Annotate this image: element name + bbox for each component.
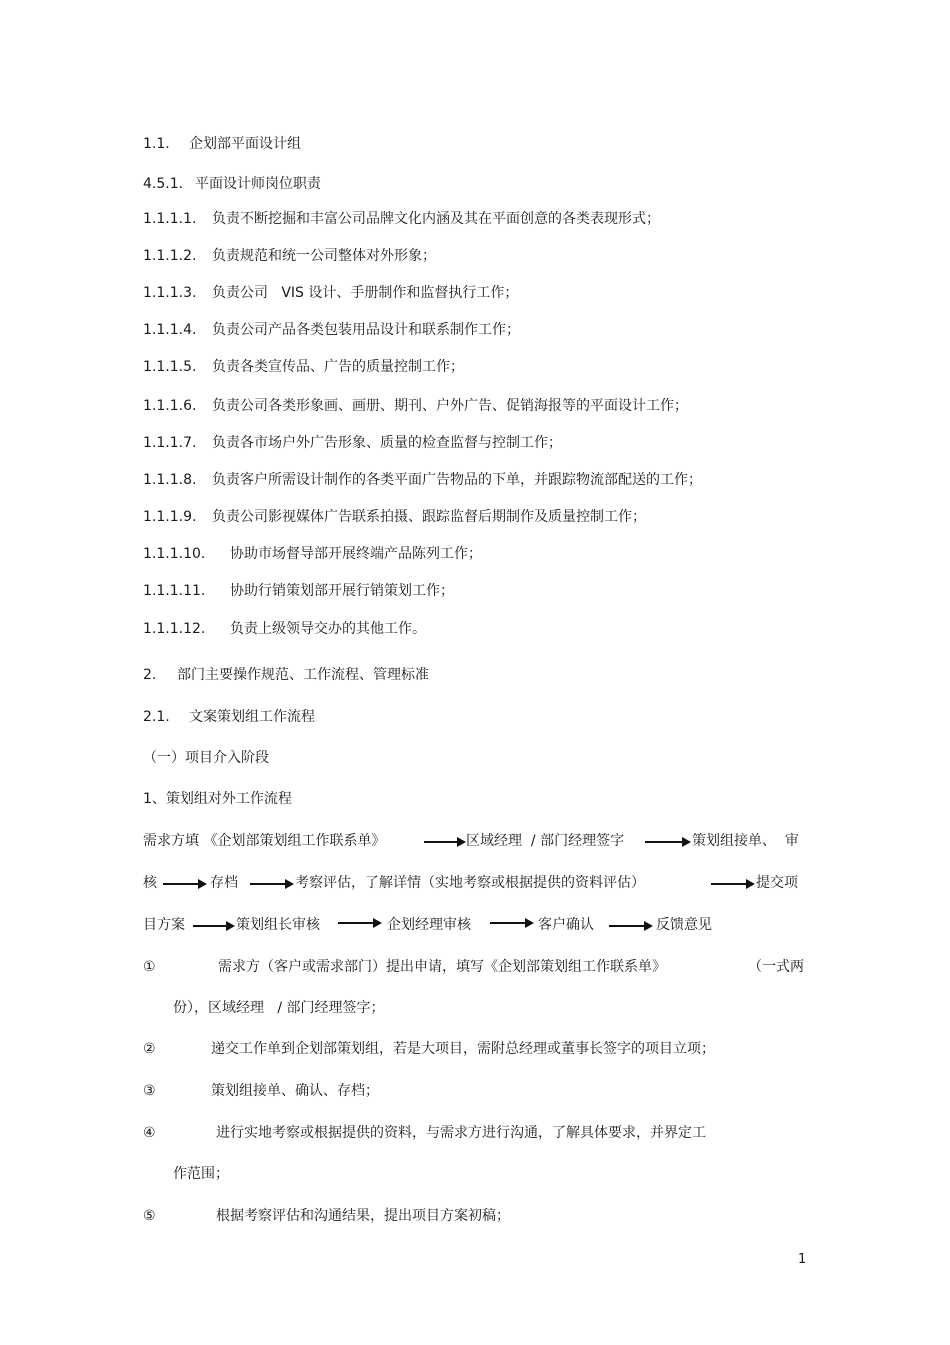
step-marker: ③ [143, 1083, 156, 1099]
duty-item: 1.1.1.12. 负责上级领导交办的其他工作。 [143, 621, 426, 637]
duty-item: 1.1.1.7. 负责各市场户外广告形象、质量的检查监督与控制工作； [143, 435, 562, 451]
duty-item: 1.1.1.1. 负责不断挖掘和丰富公司品牌文化内涵及其在平面创意的各类表现形式； [143, 211, 660, 227]
flow-step-investigate: 考察评估，了解详情（实地考察或根据提供的资料评估） [295, 875, 645, 891]
duty-item: 1.1.1.6. 负责公司各类形象画、画册、期刊、户外广告、促销海报等的平面设计工作； [143, 398, 688, 414]
subheading-text: 平面设计师岗位职责 [195, 176, 321, 192]
flow-step-submit-proposal: 提交项 [756, 875, 798, 891]
duty-item: 1.1.1.3. 负责公司 VIS 设计、手册制作和监督执行工作； [143, 285, 519, 301]
duty-item: 1.1.1.8. 负责客户所需设计制作的各类平面广告物品的下单，并跟踪物流部配送的工作； [143, 472, 702, 488]
step-text: 需求方（客户或需求部门）提出申请，填写《企划部策划组工作联系单》 [218, 959, 666, 975]
phase-heading: （一）项目介入阶段 [143, 750, 269, 766]
flow-arrow-icon [609, 925, 651, 927]
section-2-heading: 2. 部门主要操作规范、工作流程、管理标准 [143, 667, 429, 683]
step-marker: ① [143, 959, 156, 975]
heading-number: 1.1. [143, 136, 170, 152]
flow-step-review: 核 [143, 875, 157, 891]
page-number: 1 [798, 1252, 807, 1267]
flow-arrow-icon [338, 922, 380, 924]
flow-step-proposal: 目方案 [143, 917, 185, 933]
step-continuation: 份），区域经理 / 部门经理签字； [173, 1000, 385, 1016]
subsection-heading [143, 175, 321, 193]
flow-arrow-icon [645, 841, 689, 843]
subheading-number: 4.5.1. [143, 176, 184, 192]
flow-step-manager-sign: 区域经理 / 部门经理签字 [466, 833, 625, 849]
flow-step-request-form: 需求方填 《企划部策划组工作联系单》 [143, 833, 386, 849]
step-text: 递交工作单到企划部策划组，若是大项目，需附总经理或董事长签字的项目立项； [211, 1041, 715, 1057]
flow-step-archive: 存档 [210, 875, 238, 891]
flow-step-feedback: 反馈意见 [656, 917, 712, 933]
flow-arrow-icon [490, 922, 532, 924]
step-text: 进行实地考察或根据提供的资料，与需求方进行沟通，了解具体要求，并界定工 [216, 1125, 706, 1141]
step-marker: ④ [143, 1125, 156, 1141]
step-text: 根据考察评估和沟通结果，提出项目方案初稿； [216, 1208, 510, 1224]
section-2-1-heading: 2.1. 文案策划组工作流程 [143, 709, 315, 725]
step-continuation: 作范围； [173, 1166, 229, 1182]
flow-title: 1、策划组对外工作流程 [143, 791, 292, 807]
duty-item: 1.1.1.4. 负责公司产品各类包装用品设计和联系制作工作； [143, 322, 520, 338]
heading-text: 企划部平面设计组 [189, 136, 301, 152]
duty-item: 1.1.1.11. 协助行销策划部开展行销策划工作； [143, 583, 454, 599]
step-text: 策划组接单、确认、存档； [211, 1083, 379, 1099]
step-marker: ② [143, 1041, 156, 1057]
flow-step-manager-review: 企划经理审核 [387, 917, 471, 933]
flow-arrow-icon [250, 883, 292, 885]
flow-arrow-icon [424, 841, 464, 843]
flow-arrow-icon [163, 883, 205, 885]
step-marker: ⑤ [143, 1208, 156, 1224]
section-heading [143, 135, 301, 153]
flow-step-client-confirm: 客户确认 [538, 917, 594, 933]
duty-item: 1.1.1.9. 负责公司影视媒体广告联系拍摄、跟踪监督后期制作及质量控制工作； [143, 509, 646, 525]
flow-arrow-icon [711, 883, 753, 885]
step-text-tail: （一式两 [748, 959, 804, 975]
duty-item: 1.1.1.10. 协助市场督导部开展终端产品陈列工作； [143, 546, 482, 562]
duty-item: 1.1.1.5. 负责各类宣传品、广告的质量控制工作； [143, 359, 464, 375]
flow-step-accept-order: 策划组接单、 审 [692, 833, 799, 849]
flow-step-leader-review: 策划组长审核 [236, 917, 320, 933]
flow-arrow-icon [193, 925, 233, 927]
duty-item: 1.1.1.2. 负责规范和统一公司整体对外形象； [143, 248, 436, 264]
